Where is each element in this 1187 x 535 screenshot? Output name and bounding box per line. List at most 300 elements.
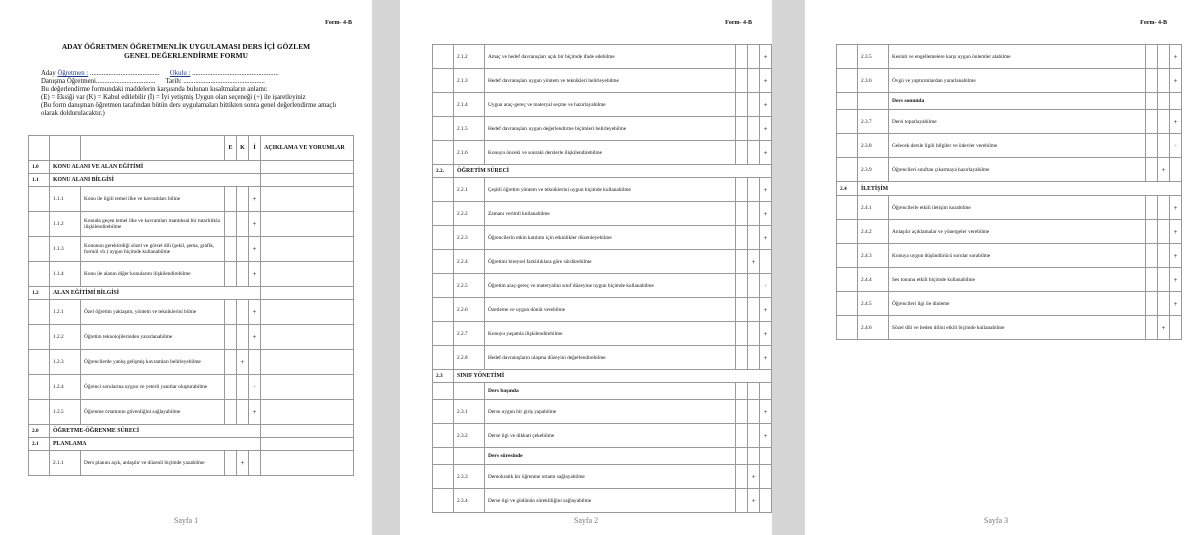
item-number: 2.4.3 bbox=[858, 244, 889, 268]
table-row bbox=[433, 250, 772, 274]
cell-k bbox=[237, 237, 249, 262]
cell-k bbox=[1158, 45, 1170, 69]
table-row bbox=[29, 187, 354, 212]
check-mark: + bbox=[760, 178, 772, 202]
check-mark: + bbox=[237, 451, 249, 476]
okulu-dots: ................................................... bbox=[192, 70, 279, 77]
table-row bbox=[433, 117, 772, 141]
form-info bbox=[41, 70, 341, 118]
section-heading-row bbox=[29, 161, 354, 174]
item-number: 2.3.7 bbox=[858, 110, 889, 134]
item-text: Çeşitli öğretim yöntem ve tekniklerini uygun biçimde kullanabilme bbox=[485, 178, 736, 202]
item-number: 2.3.6 bbox=[858, 69, 889, 93]
item-number: 2.2.6 bbox=[454, 298, 485, 322]
cell-e bbox=[736, 465, 748, 489]
check-mark: + bbox=[249, 325, 261, 350]
info-line-4: (E) = Eksiği var (K) = Kabul edilebilir (İ) = İyi yetişmiş Uygun olan seçeneği (+) ile işaretleyiniz bbox=[41, 94, 306, 101]
item-number: 2.3.8 bbox=[858, 134, 889, 158]
check-mark: + bbox=[249, 300, 261, 325]
evaluation-table-page-3 bbox=[836, 44, 1182, 340]
table-row bbox=[433, 178, 772, 202]
comment-cell bbox=[261, 237, 354, 262]
table-header-row bbox=[29, 136, 354, 161]
cell-k bbox=[1158, 244, 1170, 268]
item-number: 2.2.8 bbox=[454, 346, 485, 370]
item-text: Hedef davranışların ulaşma düzeyini değerlendirebilme bbox=[485, 346, 736, 370]
item-number: 2.3.5 bbox=[858, 45, 889, 69]
section-title: ÖĞRETME-ÖĞRENME SÜRECİ bbox=[50, 425, 261, 438]
section-heading-row bbox=[29, 425, 354, 438]
cell-e bbox=[1146, 268, 1158, 292]
evaluation-table-page-1 bbox=[28, 135, 354, 476]
section-number: 2.2. bbox=[433, 165, 454, 178]
cell-e bbox=[736, 250, 748, 274]
section-heading-row bbox=[29, 287, 354, 300]
check-mark: + bbox=[748, 465, 760, 489]
cell-i bbox=[760, 250, 772, 274]
table-row bbox=[29, 451, 354, 476]
page-number: Sayfa 2 bbox=[573, 516, 599, 525]
item-number: 2.3.3 bbox=[454, 465, 485, 489]
page-1 bbox=[0, 0, 372, 535]
cell-e bbox=[225, 212, 237, 237]
cell-e bbox=[1146, 292, 1158, 316]
section-number: 1.0 bbox=[29, 161, 50, 174]
table-row bbox=[837, 69, 1182, 93]
table-row bbox=[433, 69, 772, 93]
form-code: Form- 4-B bbox=[1140, 20, 1167, 26]
item-number: 2.2.3 bbox=[454, 226, 485, 250]
item-number: 1.2.5 bbox=[50, 400, 81, 425]
item-number: 2.4.6 bbox=[858, 316, 889, 340]
check-mark: + bbox=[249, 237, 261, 262]
cell-k bbox=[237, 187, 249, 212]
cell-e bbox=[1146, 110, 1158, 134]
item-text: Demokratik bir öğrenme ortamı sağlayabilme bbox=[485, 465, 736, 489]
section-number: 2.4 bbox=[837, 182, 858, 196]
item-text: Öğrencileri ilgi ile dinleme bbox=[889, 292, 1146, 316]
item-text: Konu ile ilgili temel ilke ve kavramları bilme bbox=[81, 187, 225, 212]
section-number: 1.2 bbox=[29, 287, 50, 300]
sub-heading: Ders sonunda bbox=[889, 93, 1146, 110]
check-mark: + bbox=[760, 400, 772, 424]
item-number: 2.2.5 bbox=[454, 274, 485, 298]
check-mark: + bbox=[1170, 134, 1182, 158]
comment-cell bbox=[261, 287, 354, 300]
cell-k bbox=[1158, 196, 1170, 220]
cell-e bbox=[225, 237, 237, 262]
table-row bbox=[837, 268, 1182, 292]
item-text: Hedef davranışları uygun değerlendirme biçimleri belirleyebilme bbox=[485, 117, 736, 141]
item-text: Öğrencilerde yanlış gelişmiş kavramları belirleyebilme bbox=[81, 350, 225, 375]
cell-k bbox=[748, 226, 760, 250]
section-heading-row bbox=[29, 438, 354, 451]
item-number: 2.4.4 bbox=[858, 268, 889, 292]
table-row bbox=[433, 400, 772, 424]
item-number: 2.2.1 bbox=[454, 178, 485, 202]
info-line-5: (Bu form danışman öğretmen tarafından bütün ders uygulamaları bittikten sonra genel değerlendirme amaçlı olarak doldurulacaktır.) bbox=[41, 102, 337, 117]
okulu-link[interactable]: Okulu : bbox=[169, 70, 191, 77]
item-text: Anlaşılır açıklamalar ve yönergeler verebilme bbox=[889, 220, 1146, 244]
check-mark: + bbox=[1170, 244, 1182, 268]
cell-k bbox=[1158, 134, 1170, 158]
title-line-1: ADAY ÖĞRETMEN ÖĞRETMENLİK UYGULAMASI DERS İÇİ GÖZLEM bbox=[61, 42, 311, 51]
item-text: Öğrenci sorularına uygun ve yeterli yanıtlar oluşturabilme bbox=[81, 375, 225, 400]
cell-e bbox=[736, 322, 748, 346]
cell-e bbox=[1146, 196, 1158, 220]
danisma-field: Danışma Öğretmeni................................... bbox=[41, 78, 156, 85]
section-heading-row bbox=[29, 174, 354, 187]
section-title: İLETİŞİM bbox=[858, 182, 1182, 196]
sub-heading-row bbox=[433, 383, 772, 400]
cell-e bbox=[736, 117, 748, 141]
section-number: 1.1 bbox=[29, 174, 50, 187]
cell-k bbox=[748, 141, 760, 165]
cell-e bbox=[225, 400, 237, 425]
check-mark: + bbox=[1158, 158, 1170, 182]
cell-i bbox=[1170, 158, 1182, 182]
info-line-2 bbox=[41, 78, 341, 86]
form-code: Form- 4-B bbox=[725, 20, 752, 26]
cell-e bbox=[736, 202, 748, 226]
item-text: Öğretim araç-gereç ve materyalini sınıf düzeyine uygun biçimde kullanabilme bbox=[485, 274, 736, 298]
table-row bbox=[837, 110, 1182, 134]
comment-cell bbox=[261, 438, 354, 451]
cell-e bbox=[736, 178, 748, 202]
table-row bbox=[29, 375, 354, 400]
item-number: 2.1.1 bbox=[50, 451, 81, 476]
check-mark: + bbox=[237, 350, 249, 375]
form-title bbox=[20, 42, 352, 60]
cell-e bbox=[736, 274, 748, 298]
table-row bbox=[29, 400, 354, 425]
section-title: KONU ALANI BİLGİSİ bbox=[50, 174, 261, 187]
cell-e bbox=[225, 375, 237, 400]
item-text: Amaç ve hedef davranışları açık bir biçimde ifade edebilme bbox=[485, 45, 736, 69]
cell-e bbox=[736, 69, 748, 93]
cell-k bbox=[1158, 69, 1170, 93]
check-mark: + bbox=[748, 489, 760, 513]
col-comment: AÇIKLAMA VE YORUMLAR bbox=[261, 136, 354, 161]
check-mark: + bbox=[249, 212, 261, 237]
table-row bbox=[29, 350, 354, 375]
cell-e bbox=[736, 346, 748, 370]
table-row bbox=[837, 45, 1182, 69]
table-row bbox=[29, 300, 354, 325]
section-title: PLANLAMA bbox=[50, 438, 261, 451]
check-mark: + bbox=[760, 93, 772, 117]
cell-k bbox=[1158, 220, 1170, 244]
cell-k bbox=[748, 400, 760, 424]
item-text: Gelecek dersle ilgili bilgiler ve ödevler verebilme bbox=[889, 134, 1146, 158]
cell-e bbox=[736, 226, 748, 250]
cell-k bbox=[748, 424, 760, 448]
comment-cell bbox=[261, 425, 354, 438]
sub-heading: Ders başında bbox=[485, 383, 736, 400]
cell-e bbox=[225, 451, 237, 476]
table-row bbox=[433, 298, 772, 322]
cell-k bbox=[237, 375, 249, 400]
cell-e bbox=[225, 300, 237, 325]
col-e: E bbox=[225, 136, 237, 161]
cell-e bbox=[736, 400, 748, 424]
section-number: 2.3 bbox=[433, 370, 454, 383]
item-number: 2.3.9 bbox=[858, 158, 889, 182]
page-number: Sayfa 1 bbox=[173, 516, 199, 525]
cell-k bbox=[237, 212, 249, 237]
sub-heading-row bbox=[433, 448, 772, 465]
check-mark: + bbox=[249, 400, 261, 425]
item-number: 2.1.3 bbox=[454, 69, 485, 93]
item-text: Öğretimi bireysel farklılıklara göre sürdürebilme bbox=[485, 250, 736, 274]
check-mark: + bbox=[760, 322, 772, 346]
table-row bbox=[433, 93, 772, 117]
ogretmen-link[interactable]: Öğretmen : bbox=[57, 70, 89, 77]
table-row bbox=[433, 465, 772, 489]
item-number: 2.3.4 bbox=[454, 489, 485, 513]
item-number: 1.1.3 bbox=[50, 237, 81, 262]
item-text: Derse ilgi ve dikkati çekebilme bbox=[485, 424, 736, 448]
sub-heading-row bbox=[837, 93, 1182, 110]
item-text: Öğretim teknolojilerinden yararlanabilme bbox=[81, 325, 225, 350]
table-row bbox=[29, 325, 354, 350]
title-line-2: GENEL DEĞERLENDİRME FORMU bbox=[123, 51, 248, 60]
table-row bbox=[29, 237, 354, 262]
section-title: ÖĞRETİM SÜRECİ bbox=[454, 165, 772, 178]
cell-i bbox=[760, 465, 772, 489]
section-heading-row bbox=[433, 165, 772, 178]
check-mark: + bbox=[1158, 316, 1170, 340]
cell-k bbox=[1158, 268, 1170, 292]
item-number: 1.1.1 bbox=[50, 187, 81, 212]
check-mark: + bbox=[1170, 292, 1182, 316]
item-number: 1.2.1 bbox=[50, 300, 81, 325]
check-mark: + bbox=[1170, 196, 1182, 220]
comment-cell bbox=[261, 375, 354, 400]
aday-dots: ......................................... bbox=[89, 70, 160, 77]
cell-k bbox=[748, 346, 760, 370]
table-row bbox=[433, 141, 772, 165]
page-3 bbox=[805, 0, 1187, 535]
item-number: 2.3.2 bbox=[454, 424, 485, 448]
table-row bbox=[29, 262, 354, 287]
item-text: Öğrencilerin etkin katılımı için etkinlikler düzenleyebilme bbox=[485, 226, 736, 250]
table-row bbox=[433, 322, 772, 346]
check-mark: + bbox=[760, 298, 772, 322]
comment-cell bbox=[261, 451, 354, 476]
item-text: Özel öğretim yaklaşım, yöntem ve tekniklerini bilme bbox=[81, 300, 225, 325]
table-row bbox=[433, 346, 772, 370]
item-text: Konu ile alanın diğer konularını ilişkilendirebilme bbox=[81, 262, 225, 287]
table-row bbox=[433, 45, 772, 69]
section-number: 2.0 bbox=[29, 425, 50, 438]
cell-e bbox=[1146, 244, 1158, 268]
cell-e bbox=[1146, 134, 1158, 158]
item-text: Övgü ve yaptırımlardan yararlanabilme bbox=[889, 69, 1146, 93]
table-row bbox=[29, 212, 354, 237]
evaluation-table-page-2 bbox=[432, 44, 772, 513]
comment-cell bbox=[261, 350, 354, 375]
check-mark: + bbox=[760, 346, 772, 370]
col-i: İ bbox=[249, 136, 261, 161]
item-text: Ders planını açık, anlaşılır ve düzenli biçimde yazabilme bbox=[81, 451, 225, 476]
item-text: Konuya uygun düşündürücü sorular sorabilme bbox=[889, 244, 1146, 268]
col-k: K bbox=[237, 136, 249, 161]
item-number: 1.2.4 bbox=[50, 375, 81, 400]
table-row bbox=[433, 274, 772, 298]
cell-k bbox=[237, 400, 249, 425]
cell-e bbox=[736, 93, 748, 117]
table-row bbox=[837, 220, 1182, 244]
section-number: 2.1 bbox=[29, 438, 50, 451]
item-number: 2.1.6 bbox=[454, 141, 485, 165]
table-row bbox=[433, 202, 772, 226]
item-number: 1.1.4 bbox=[50, 262, 81, 287]
item-text: Öğrencilerle etkili iletişim kurabilme bbox=[889, 196, 1146, 220]
item-number: 2.4.5 bbox=[858, 292, 889, 316]
item-number: 1.2.2 bbox=[50, 325, 81, 350]
comment-cell bbox=[261, 212, 354, 237]
check-mark: + bbox=[1170, 45, 1182, 69]
cell-k bbox=[1158, 292, 1170, 316]
table-row bbox=[433, 424, 772, 448]
comment-cell bbox=[261, 262, 354, 287]
cell-k bbox=[748, 274, 760, 298]
cell-k bbox=[237, 300, 249, 325]
cell-e bbox=[1146, 316, 1158, 340]
cell-e bbox=[225, 262, 237, 287]
sub-heading: Ders süresinde bbox=[485, 448, 736, 465]
item-number: 2.4.2 bbox=[858, 220, 889, 244]
cell-i bbox=[249, 451, 261, 476]
comment-cell bbox=[261, 400, 354, 425]
cell-k bbox=[748, 93, 760, 117]
item-text: Özetleme ve uygun dönüt verebilme bbox=[485, 298, 736, 322]
check-mark: + bbox=[760, 69, 772, 93]
cell-e bbox=[736, 424, 748, 448]
cell-i bbox=[1170, 316, 1182, 340]
item-number: 2.1.5 bbox=[454, 117, 485, 141]
item-text: Derse uygun bir giriş yapabilme bbox=[485, 400, 736, 424]
item-text: Kesinti ve engellemelere karşı uygun önlemler alabilme bbox=[889, 45, 1146, 69]
section-title: ALAN EĞİTİMİ BİLGİSİ bbox=[50, 287, 261, 300]
tarih-field: Tarih: ................................................ bbox=[165, 78, 265, 85]
check-mark: + bbox=[249, 187, 261, 212]
cell-e bbox=[736, 141, 748, 165]
item-text: Zamanı verimli kullanabilme bbox=[485, 202, 736, 226]
page-number: Sayfa 3 bbox=[983, 516, 1009, 525]
comment-cell bbox=[261, 174, 354, 187]
aday-label: Aday bbox=[41, 70, 56, 77]
cell-k bbox=[748, 202, 760, 226]
cell-k bbox=[237, 325, 249, 350]
item-number: 2.1.4 bbox=[454, 93, 485, 117]
check-mark: + bbox=[760, 274, 772, 298]
cell-k bbox=[748, 69, 760, 93]
item-number: 2.1.2 bbox=[454, 45, 485, 69]
cell-k bbox=[748, 117, 760, 141]
cell-k bbox=[748, 298, 760, 322]
cell-e bbox=[225, 325, 237, 350]
item-number: 2.2.4 bbox=[454, 250, 485, 274]
item-text: Öğrencileri sınıftan çıkarmaya hazırlayabilme bbox=[889, 158, 1146, 182]
comment-cell bbox=[261, 325, 354, 350]
table-row bbox=[433, 226, 772, 250]
cell-e bbox=[1146, 220, 1158, 244]
check-mark: + bbox=[760, 424, 772, 448]
item-number: 2.4.1 bbox=[858, 196, 889, 220]
table-row bbox=[837, 292, 1182, 316]
check-mark: + bbox=[760, 141, 772, 165]
cell-k bbox=[748, 322, 760, 346]
table-row bbox=[837, 196, 1182, 220]
comment-cell bbox=[261, 300, 354, 325]
section-title: SINIF YÖNETİMİ bbox=[454, 370, 772, 383]
cell-i bbox=[249, 350, 261, 375]
item-text: Dersi toparlayabilme bbox=[889, 110, 1146, 134]
check-mark: + bbox=[1170, 220, 1182, 244]
table-row bbox=[837, 134, 1182, 158]
cell-e bbox=[1146, 158, 1158, 182]
cell-e bbox=[225, 187, 237, 212]
item-text: Konuda geçen temel ilke ve kavramları mantıksal bir tutarlılıkla ilişkilendirebilme bbox=[81, 212, 225, 237]
check-mark: + bbox=[760, 202, 772, 226]
check-mark: + bbox=[249, 375, 261, 400]
cell-e bbox=[1146, 69, 1158, 93]
cell-k bbox=[748, 178, 760, 202]
cell-e bbox=[225, 350, 237, 375]
table-row bbox=[433, 489, 772, 513]
table-row bbox=[837, 244, 1182, 268]
item-text: Sözel dili ve beden dilini etkili biçimde kullanabilme bbox=[889, 316, 1146, 340]
item-text: Öğrenme ortamının güvenliğini sağlayabilme bbox=[81, 400, 225, 425]
form-code: Form- 4-B bbox=[325, 20, 352, 26]
info-line-3: Bu değerlendirme formundaki maddelerin karşısında bulunan kısaltmaların anlamı: bbox=[41, 86, 268, 93]
item-text: Ses tonunu etkili biçimde kullanabilme bbox=[889, 268, 1146, 292]
check-mark: + bbox=[760, 45, 772, 69]
item-text: Konuyu yaşamla ilişkilendirebilme bbox=[485, 322, 736, 346]
cell-i bbox=[760, 489, 772, 513]
item-text: Hedef davranışları uygun yöntem ve teknikleri belirleyebilme bbox=[485, 69, 736, 93]
check-mark: + bbox=[1170, 268, 1182, 292]
item-number: 2.3.1 bbox=[454, 400, 485, 424]
item-text: Konuyu önceki ve sonraki derslerle ilişkilendirebilme bbox=[485, 141, 736, 165]
item-number: 2.2.2 bbox=[454, 202, 485, 226]
section-heading-row bbox=[433, 370, 772, 383]
cell-e bbox=[1146, 45, 1158, 69]
item-number: 1.2.3 bbox=[50, 350, 81, 375]
item-number: 1.1.2 bbox=[50, 212, 81, 237]
item-number: 2.2.7 bbox=[454, 322, 485, 346]
comment-cell bbox=[261, 161, 354, 174]
check-mark: + bbox=[760, 117, 772, 141]
info-line-1 bbox=[41, 70, 341, 78]
comment-cell bbox=[261, 187, 354, 212]
cell-e bbox=[736, 489, 748, 513]
cell-k bbox=[748, 45, 760, 69]
check-mark: + bbox=[760, 226, 772, 250]
section-heading-row bbox=[837, 182, 1182, 196]
check-mark: + bbox=[249, 262, 261, 287]
cell-k bbox=[1158, 110, 1170, 134]
check-mark: + bbox=[748, 250, 760, 274]
item-text: Konunun gerektirdiği sözel ve görsel dili (şekil, şema, grafik, formül vb.) uygun biçimde kullanabilme bbox=[81, 237, 225, 262]
table-row bbox=[837, 316, 1182, 340]
cell-e bbox=[736, 298, 748, 322]
item-text: Derse ilgi ve güdünün sürekliliğini sağlayabilme bbox=[485, 489, 736, 513]
section-title: KONU ALANI VE ALAN EĞİTİMİ bbox=[50, 161, 261, 174]
check-mark: + bbox=[1170, 69, 1182, 93]
